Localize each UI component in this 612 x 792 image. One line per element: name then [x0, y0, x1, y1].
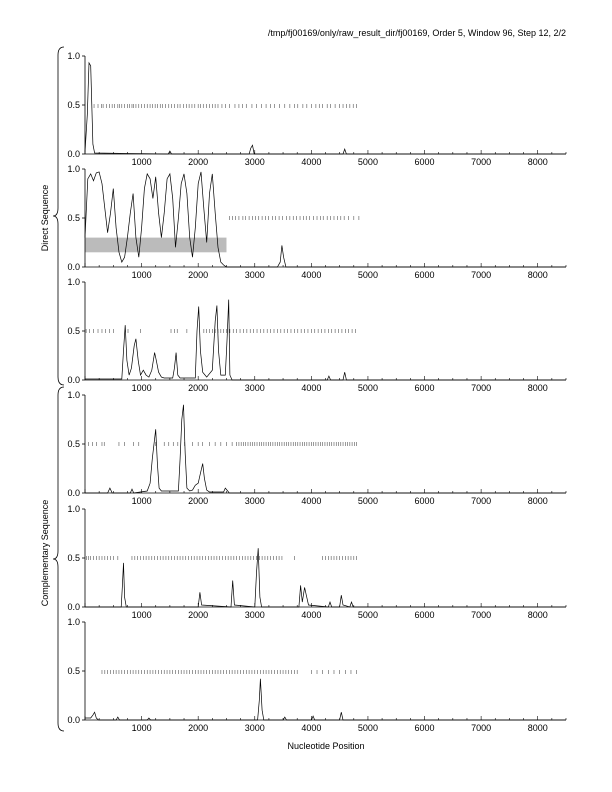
panel-4 [67, 390, 566, 506]
x-tick-label: 1000 [131, 383, 152, 393]
y-tick-label: 0.5 [67, 553, 80, 563]
y-tick-label: 1.0 [67, 164, 80, 174]
x-tick-label: 3000 [244, 270, 265, 280]
x-tick-label: 6000 [414, 383, 435, 393]
x-tick-label: 3000 [244, 383, 265, 393]
x-tick-label: 5000 [357, 610, 378, 620]
y-tick-label: 1.0 [67, 51, 80, 61]
y-tick-label: 1.0 [67, 504, 80, 514]
x-tick-label: 8000 [527, 383, 548, 393]
x-tick-label: 2000 [188, 383, 209, 393]
highlight-band [85, 238, 226, 253]
x-tick-label: 6000 [414, 723, 435, 733]
x-tick-label: 4000 [301, 496, 322, 506]
x-tick-label: 4000 [301, 383, 322, 393]
x-tick-label: 4000 [301, 157, 322, 167]
y-tick-label: 0.0 [67, 602, 80, 612]
x-tick-label: 3000 [244, 157, 265, 167]
x-tick-label: 6000 [414, 610, 435, 620]
panels [67, 51, 566, 733]
y-tick-label: 0.0 [67, 149, 80, 159]
x-tick-label: 2000 [188, 723, 209, 733]
x-tick-label: 4000 [301, 723, 322, 733]
x-tick-label: 6000 [414, 496, 435, 506]
y-tick-label: 0.5 [67, 326, 80, 336]
complementary-sequence-brace [53, 387, 64, 731]
x-tick-label: 6000 [414, 157, 435, 167]
x-tick-label: 4000 [301, 610, 322, 620]
panel-2 [67, 164, 566, 280]
panel-5 [67, 504, 566, 620]
y-tick-label: 0.5 [67, 666, 80, 676]
x-tick-label: 7000 [471, 610, 492, 620]
x-tick-label: 5000 [357, 157, 378, 167]
direct-sequence-brace [53, 47, 64, 385]
y-tick-label: 0.5 [67, 439, 80, 449]
panel-1 [67, 51, 566, 167]
series-line [85, 300, 566, 380]
series-line [85, 172, 566, 267]
panel-3 [67, 277, 566, 393]
y-tick-label: 0.5 [67, 100, 80, 110]
x-tick-label: 8000 [527, 496, 548, 506]
y-tick-label: 1.0 [67, 390, 80, 400]
x-tick-label: 2000 [188, 270, 209, 280]
x-tick-label: 5000 [357, 723, 378, 733]
x-tick-label: 4000 [301, 270, 322, 280]
x-tick-label: 5000 [357, 383, 378, 393]
x-tick-label: 7000 [471, 383, 492, 393]
x-tick-label: 7000 [471, 270, 492, 280]
y-tick-label: 0.5 [67, 213, 80, 223]
x-tick-label: 8000 [527, 610, 548, 620]
x-tick-label: 1000 [131, 270, 152, 280]
y-tick-label: 1.0 [67, 617, 80, 627]
complementary-sequence-label: Complementary Sequence [40, 499, 50, 607]
x-tick-label: 1000 [131, 723, 152, 733]
x-tick-label: 7000 [471, 723, 492, 733]
x-tick-label: 5000 [357, 496, 378, 506]
x-tick-label: 8000 [527, 270, 548, 280]
header-title: /tmp/fj00169/only/raw_result_dir/fj00169, Order 5, Window 96, Step 12, 2/2 [267, 28, 566, 38]
x-tick-label: 7000 [471, 496, 492, 506]
panel-6 [67, 617, 566, 733]
x-tick-label: 1000 [131, 610, 152, 620]
x-tick-label: 2000 [188, 157, 209, 167]
x-tick-label: 8000 [527, 723, 548, 733]
x-tick-label: 1000 [131, 157, 152, 167]
x-tick-label: 1000 [131, 496, 152, 506]
y-tick-label: 0.0 [67, 262, 80, 272]
x-tick-label: 8000 [527, 157, 548, 167]
x-tick-label: 6000 [414, 270, 435, 280]
direct-sequence-label: Direct Sequence [40, 184, 50, 252]
y-tick-label: 1.0 [67, 277, 80, 287]
x-tick-label: 2000 [188, 496, 209, 506]
x-axis-label: Nucleotide Position [287, 741, 365, 751]
x-tick-label: 7000 [471, 157, 492, 167]
x-tick-label: 2000 [188, 610, 209, 620]
series-line [85, 63, 566, 154]
x-tick-label: 5000 [357, 270, 378, 280]
y-tick-label: 0.0 [67, 375, 80, 385]
group-braces [53, 47, 64, 731]
x-tick-label: 3000 [244, 723, 265, 733]
y-tick-label: 0.0 [67, 715, 80, 725]
x-tick-label: 3000 [244, 496, 265, 506]
y-tick-label: 0.0 [67, 488, 80, 498]
series-line [85, 679, 566, 720]
series-line [85, 405, 566, 493]
x-tick-label: 3000 [244, 610, 265, 620]
